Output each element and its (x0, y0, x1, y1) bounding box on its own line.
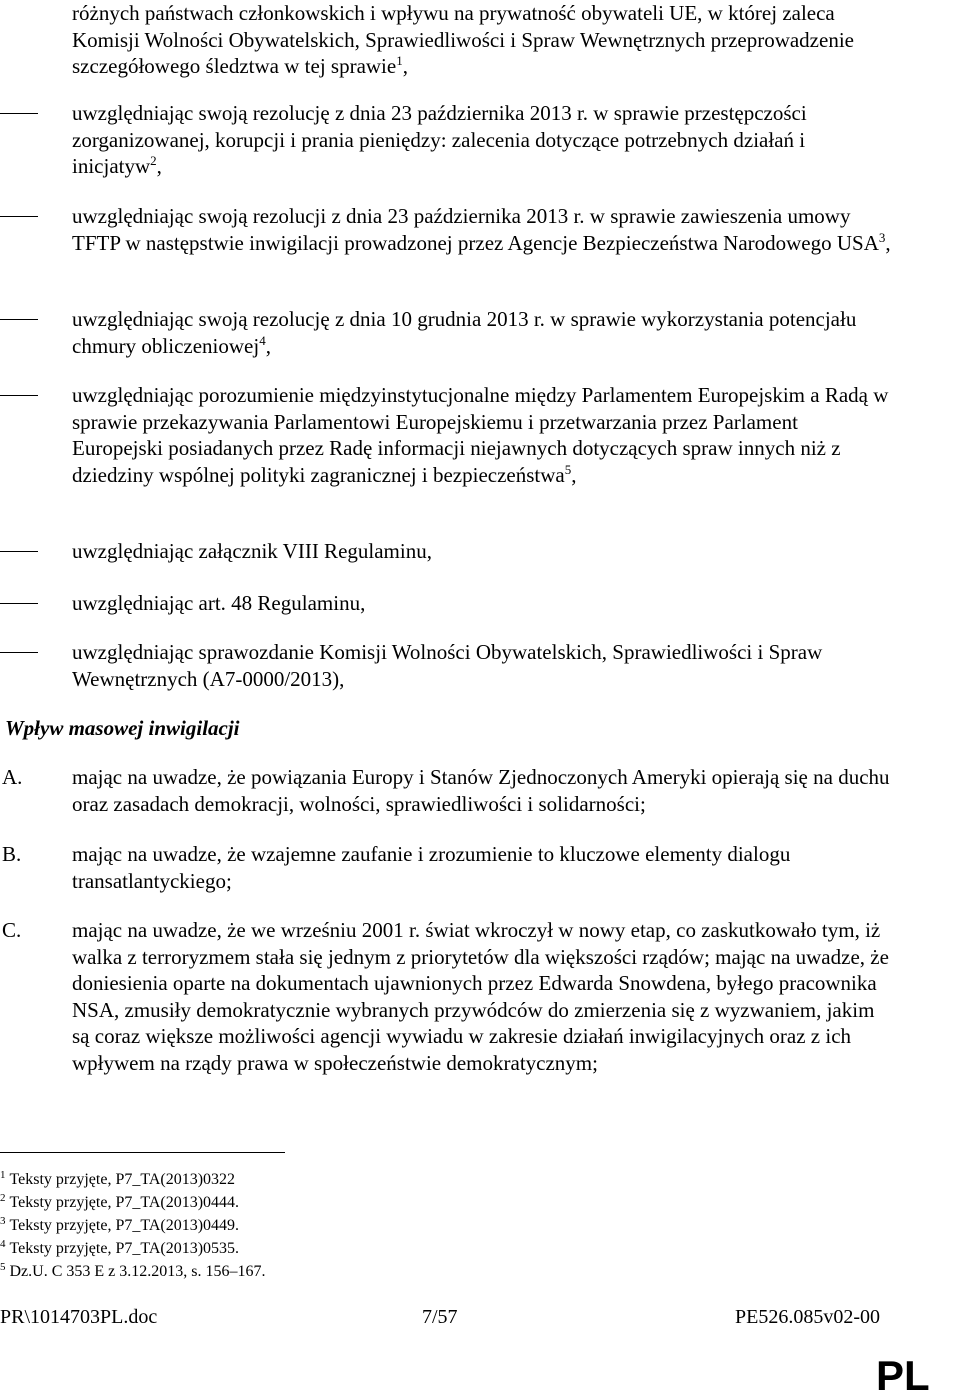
footnote-text: Teksty przyjęte, P7_TA(2013)0535. (9, 1240, 240, 1257)
footnote (0, 1191, 265, 1214)
footnote-ref: 1 (396, 53, 403, 68)
footnote-text: Dz.U. C 353 E z 3.12.2013, s. 156–167. (9, 1263, 266, 1280)
citation-text: uwzględniając porozumienie międzyinstytucjonalne między Parlamentem Europejskim a Radą w sprawie przekazywania Parlamentowi Europejskiemu i przetwarzania przez Parlament Europejski posiadanych przez Radę informacji niejawnych dotyczących spraw innych niż z dziedziny wspólnej polityki zagranicznej i bezpieczeństwa (72, 383, 889, 487)
footnote-text: Teksty przyjęte, P7_TA(2013)0322 (9, 1171, 236, 1188)
citation-text: uwzględniając sprawozdanie Komisji Wolności Obywatelskich, Sprawiedliwości i Spraw Wewnętrznych (A7-0000/2013), (72, 640, 823, 691)
footnotes (0, 1168, 265, 1283)
footnote-text: Teksty przyjęte, P7_TA(2013)0444. (9, 1194, 240, 1211)
intro-paragraph: różnych państwach członkowskich i wpływu na prywatność obywateli UE, w której zaleca Komisji Wolności Obywatelskich, Sprawiedliwości i Spraw Wewnętrznych przeprowadzenie szczegółowego śledztwa w tej sprawie$^1$, (72, 1, 854, 78)
citation-text: uwzględniając załącznik VIII Regulaminu, (72, 539, 432, 563)
citation-text: uwzględniając swoją rezolucji z dnia 23 października 2013 r. w sprawie zawieszenia umowy TFTP w następstwie inwigilacji prowadzonej przez Agencje Bezpieczeństwa Narodowego USA (72, 204, 879, 255)
citation-item: uwzględniając swoją rezolucję z dnia 23 października 2013 r. w sprawie przestępczości zorganizowanej, korupcji i prania pieniędzy: zalecenia dotyczące potrzebnych działań i inicjatyw$^2$, (0, 100, 900, 180)
dash-bullet (0, 216, 38, 217)
footnote (0, 1168, 265, 1191)
footnote-ref: 3 (878, 229, 886, 245)
footnote (0, 1237, 265, 1260)
recital-item (0, 841, 900, 894)
dash-bullet (0, 551, 38, 552)
footnote-number: 5 (0, 1261, 6, 1273)
section-heading: Wpływ masowej inwigilacji (5, 716, 240, 740)
citation-item (0, 590, 900, 617)
document-filename: PR\1014703PL.doc (0, 1306, 158, 1328)
citation-text: uwzględniając swoją rezolucję z dnia 23 października 2013 r. w sprawie przestępczości zorganizowanej, korupcji i prania pieniędzy: zalecenia dotyczące potrzebnych działań i inicjatyw (72, 101, 807, 178)
footnote-number: 3 (0, 1215, 6, 1227)
intro-text: różnych państwach członkowskich i wpływu na prywatność obywateli UE, w której zaleca Komisji Wolności Obywatelskich, Sprawiedliwości i Spraw Wewnętrznych przeprowadzenie szczegółowego śledztwa w tej sprawie (72, 1, 854, 78)
footnote-ref: 5 (564, 461, 572, 477)
footnote-number: 2 (0, 1192, 6, 1204)
recital-item (0, 917, 900, 1076)
footnote (0, 1214, 265, 1237)
dash-bullet (0, 395, 38, 396)
citation-text: uwzględniając art. 48 Regulaminu, (72, 591, 366, 615)
dash-bullet (0, 319, 38, 320)
recital-letter: A. (2, 765, 23, 789)
footnote-ref: 4 (259, 332, 266, 348)
citation-item (0, 639, 900, 692)
footnote-number: 4 (0, 1238, 6, 1250)
footnote (0, 1260, 265, 1283)
recital-text: mając na uwadze, że we wrześniu 2001 r. świat wkroczył w nowy etap, co zaskutkowało tym, iż walka z terroryzmem stała się jednym z priorytetów dla większości rządów; mając na uwadze, że doniesienia oparte na dokumentach ujawnionych przez Edwarda Snowdena, byłego pracownika NSA, zmusiły demokratycznie wybranych przywódców do zmierzenia się z wyzwaniem, jakim są coraz większe możliwości agencji wywiadu w zakresie działań inwigilacyjnych oraz z ich wpływem na rządy prawa w społeczeństwie demokratycznym; (72, 918, 889, 1075)
recital-item (0, 764, 900, 817)
recital-letter: B. (2, 842, 22, 866)
language-code: PL (876, 1352, 930, 1399)
dash-bullet (0, 652, 38, 653)
document-reference: PE526.085v02-00 (735, 1306, 880, 1328)
dash-bullet (0, 113, 38, 114)
recital-text: mając na uwadze, że wzajemne zaufanie i zrozumienie to kluczowe elementy dialogu transatlantyckiego; (72, 842, 791, 893)
recital-text: mając na uwadze, że powiązania Europy i Stanów Zjednoczonych Ameryki opierają się na duchu oraz zasadach demokracji, wolności, sprawiedliwości i solidarności; (72, 765, 890, 816)
citation-item: uwzględniając porozumienie międzyinstytucjonalne między Parlamentem Europejskim a Radą w sprawie przekazywania Parlamentowi Europejskiemu i przetwarzania przez Parlament Europejski posiadanych przez Radę informacji niejawnych dotyczących spraw innych niż z dziedziny wspólnej polityki zagranicznej i bezpieczeństwa$^5$, (0, 382, 900, 488)
footnote-text: Teksty przyjęte, P7_TA(2013)0449. (9, 1217, 240, 1234)
footnote-ref: 2 (150, 153, 157, 168)
footnote-number: 1 (0, 1169, 6, 1181)
footnote-separator (0, 1152, 285, 1153)
citation-item (0, 538, 900, 565)
citation-item: uwzględniając swoją rezolucję z dnia 10 grudnia 2013 r. w sprawie wykorzystania potencjału chmury obliczeniowej$^4$, (0, 306, 900, 359)
dash-bullet (0, 603, 38, 604)
recital-letter: C. (2, 918, 22, 942)
page-number: 7/57 (422, 1306, 458, 1328)
citation-text: uwzględniając swoją rezolucję z dnia 10 grudnia 2013 r. w sprawie wykorzystania potencjału chmury obliczeniowej (72, 307, 857, 358)
citation-item: uwzględniając swoją rezolucji z dnia 23 października 2013 r. w sprawie zawieszenia umowy TFTP w następstwie inwigilacji prowadzonej przez Agencje Bezpieczeństwa Narodowego USA$^3$, (0, 203, 900, 256)
